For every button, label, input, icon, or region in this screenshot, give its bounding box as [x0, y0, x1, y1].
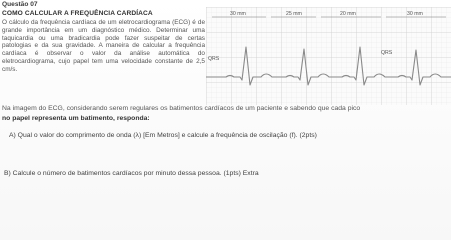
wave-label-right: QRS	[381, 50, 393, 56]
context-text-line-1: Na imagem do ECG, considerando serem regulares os batimentos cardíacos de um paciente e sabendo que cada pico	[2, 105, 361, 112]
question-number: Questão 07	[2, 1, 38, 8]
ecg-grid	[206, 7, 451, 105]
ecg-figure	[206, 7, 451, 105]
question-b: B) Calcule o número de batimentos cardíacos por minuto dessa pessoa. (1pts) Extra	[4, 170, 259, 177]
interval-label-2: 25 mm	[286, 11, 302, 17]
context-text-line-2: no papel representa um batimento, responda:	[2, 115, 150, 122]
intro-paragraph: O cálculo da frequência cardíaca de um eletrocardiograma (ECG) é de grande importância em um diagnóstico médico. Determinar uma taquicardia ou uma bradicardia pode fazer suspeitar de certas patologias e da sua gravidade. A maneira de calcular a frequência cardíaca é observar o valor da análise automática do eletrocardiograma, cujo papel tem uma velocidade constante de 2,5 cm/s.	[2, 19, 205, 73]
interval-label-4: 30 mm	[407, 11, 423, 17]
wave-label-left: QRS	[208, 56, 220, 62]
interval-label-3: 20 mm	[340, 11, 356, 17]
interval-label-1: 30 mm	[230, 11, 246, 17]
question-title: COMO CALCULAR A FREQUÊNCIA CARDÍACA	[2, 10, 153, 17]
ecg-svg	[206, 7, 451, 105]
question-a: A) Qual o valor do comprimento de onda (λ) [Em Metros] e calcule a frequência de oscilação (f). (2pts)	[9, 132, 317, 139]
